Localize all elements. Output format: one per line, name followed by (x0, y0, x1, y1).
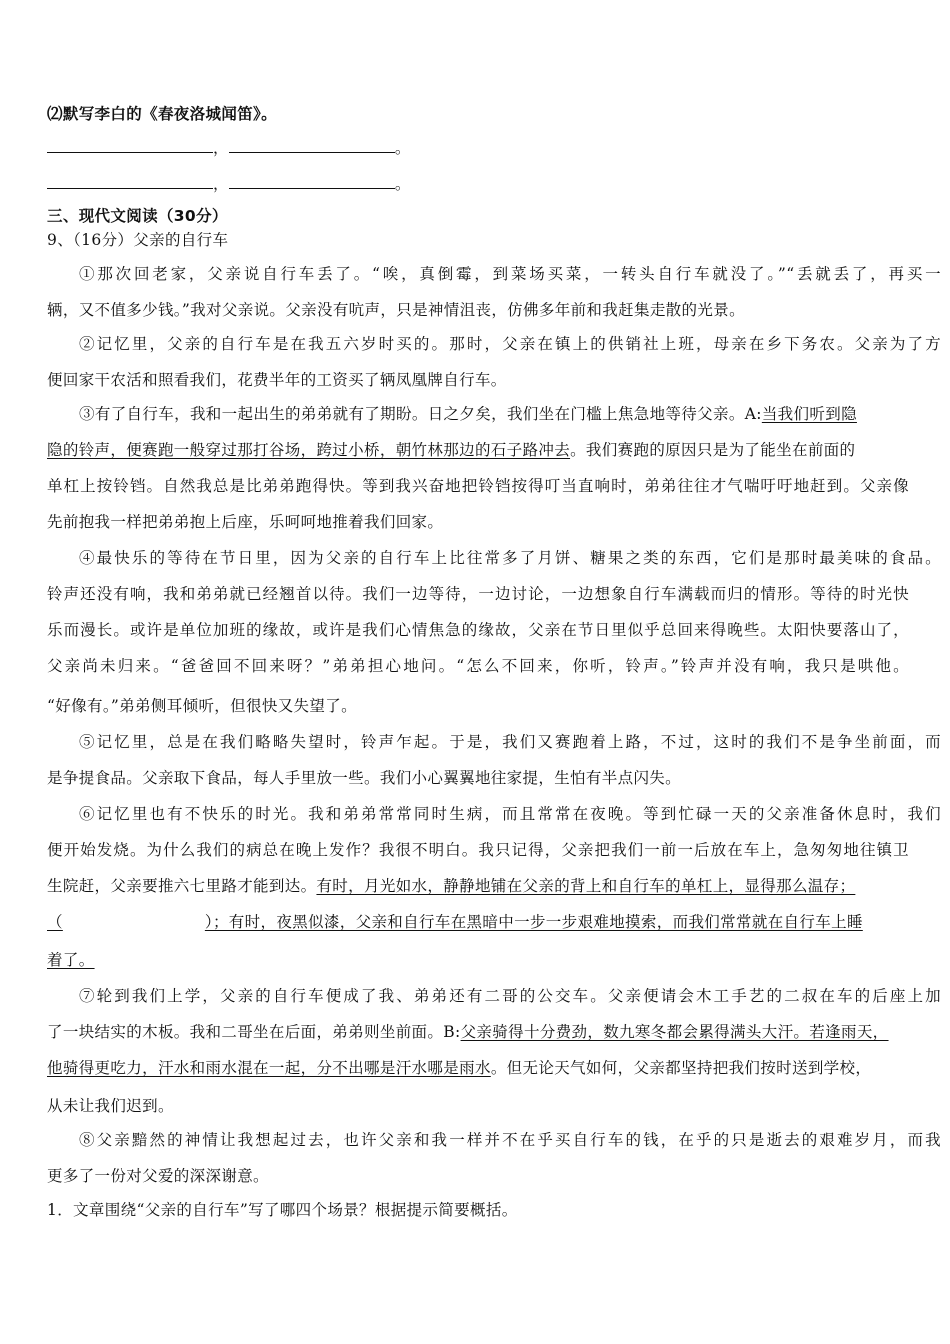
passage-line: ④最快乐的等待在节日里，因为父亲的自行车上比往常多了月饼、糖果之类的东西，它们是那时最美味的食品。 (79, 549, 941, 567)
passage-line: ⑥记忆里也有不快乐的时光。我和弟弟常常同时生病，而且常常在夜晚。等到忙碌一天的父亲准备休息时，我们 (79, 805, 941, 823)
passage-line: ⑤记忆里，总是在我们略略失望时，铃声乍起。于是，我们又赛跑着上路，不过，这时的我们不是争坐前面，而 (79, 733, 941, 751)
passage-line: ①那次回老家，父亲说自行车丢了。“唉，真倒霉，到菜场买菜，一转头自行车就没了。”“丢就丢了，再买一 (79, 265, 941, 283)
passage-line: 了一块结实的木板。我和二哥坐在后面，弟弟则坐前面。B:父亲骑得十分费劲，数九寒冬都会累得满头大汗。若逢雨天， (47, 1023, 889, 1041)
answer-blank-line-2: ， 。 (47, 174, 909, 194)
passage-line: 单杠上按铃铛。自然我总是比弟弟跑得快。等到我兴奋地把铃铛按得叮当直响时，弟弟往往才气喘吁吁地赶到。父亲像 (47, 477, 909, 495)
passage-line: 辆，又不值多少钱。”我对父亲说。父亲没有吭声，只是神情沮丧，仿佛多年前和我赶集走散的光景。 (47, 301, 745, 319)
passage-line: ②记忆里，父亲的自行车是在我五六岁时买的。那时，父亲在镇上的供销社上班，母亲在乡下务农。父亲为了方 (79, 335, 941, 353)
underlined-sentence-a: 当我们听到隐 (761, 405, 857, 423)
passage-line: 乐而漫长。或许是单位加班的缘故，或许是我们心情焦急的缘故，父亲在节日里似乎总回来得晚些。太阳快要落山了， (47, 621, 909, 639)
passage-line: 更多了一份对父爱的深深谢意。 (47, 1167, 269, 1185)
underlined-sentence-b: 父亲骑得十分费劲，数九寒冬都会累得满头大汗。若逢雨天， (460, 1023, 889, 1041)
answer-blank[interactable] (47, 138, 213, 153)
answer-blank-line-1: ， 。 (47, 138, 909, 158)
question-9-header: 9、（16分）父亲的自行车 (47, 231, 229, 249)
answer-blank[interactable] (229, 138, 395, 153)
passage-line: 是争提食品。父亲取下食品，每人手里放一些。我们小心翼翼地往家提，生怕有半点闪失。 (47, 769, 682, 787)
passage-line-with-blank: （ ）；有时，夜黑似漆，父亲和自行车在黑暗中一步一步艰难地摸索，而我们常常就在自行车上睡 (47, 913, 863, 931)
passage-line: ⑦轮到我们上学，父亲的自行车便成了我、弟弟还有二哥的公交车。父亲便请会木工手艺的二叔在车的后座上加 (79, 987, 941, 1005)
passage-line: 父亲尚未归来。“爸爸回不回来呀？”弟弟担心地问。“怎么不回来，你听，铃声。”铃声并没有响，我只是哄他。 (47, 657, 909, 675)
poem-question-heading: ⑵默写李白的《春夜洛城闻笛》。 (47, 105, 278, 123)
passage-line: 隐的铃声，便赛跑一般穿过那打谷场，跨过小桥，朝竹林那边的石子路冲去。我们赛跑的原因只是为了能坐在前面的 (47, 441, 856, 459)
answer-blank[interactable] (47, 174, 213, 189)
underlined-sentence-a: 隐的铃声，便赛跑一般穿过那打谷场，跨过小桥，朝竹林那边的石子路冲去 (47, 441, 571, 459)
passage-line: 他骑得更吃力，汗水和雨水混在一起，分不出哪是汗水哪是雨水。但无论天气如何，父亲都坚持把我们按时送到学校， (47, 1059, 872, 1077)
sub-question-1: 1．文章围绕“父亲的自行车”写了哪四个场景？根据提示简要概括。 (47, 1201, 518, 1219)
passage-line: 先前抱我一样把弟弟抱上后座，乐呵呵地推着我们回家。 (47, 513, 444, 531)
passage-line: “好像有。”弟弟侧耳倾听，但很快又失望了。 (47, 697, 357, 715)
underlined-sentence-b: 他骑得更吃力，汗水和雨水混在一起，分不出哪是汗水哪是雨水 (47, 1059, 491, 1077)
passage-line: 着了。 (47, 951, 95, 969)
passage-line: 铃声还没有响，我和弟弟就已经翘首以待。我们一边等待，一边讨论，一边想象自行车满载而归的情形。等待的时光快 (47, 585, 909, 603)
answer-blank[interactable] (229, 174, 395, 189)
passage-line: 生院赶，父亲要推六七里路才能到达。有时，月光如水，静静地铺在父亲的背上和自行车的单杠上，显得那么温存； (47, 877, 856, 895)
section-title: 三、现代文阅读（30分） (47, 207, 228, 225)
passage-line: ③有了自行车，我和一起出生的弟弟就有了期盼。日之夕矣，我们坐在门槛上焦急地等待父亲。A:当我们听到隐 (79, 405, 857, 423)
passage-line: ⑧父亲黯然的神情让我想起过去，也许父亲和我一样并不在乎买自行车的钱，在乎的只是逝去的艰难岁月，而我 (79, 1131, 941, 1149)
passage-line: 便开始发烧。为什么我们的病总在晚上发作？我很不明白。我只记得，父亲把我们一前一后放在车上，急匆匆地往镇卫 (47, 841, 909, 859)
passage-line: 从未让我们迟到。 (47, 1097, 174, 1115)
passage-line: 便回家干农活和照看我们，花费半年的工资买了辆凤凰牌自行车。 (47, 371, 507, 389)
underlined-sentence-moonlight: 有时，月光如水，静静地铺在父亲的背上和自行车的单杠上，显得那么温存； (316, 877, 856, 895)
